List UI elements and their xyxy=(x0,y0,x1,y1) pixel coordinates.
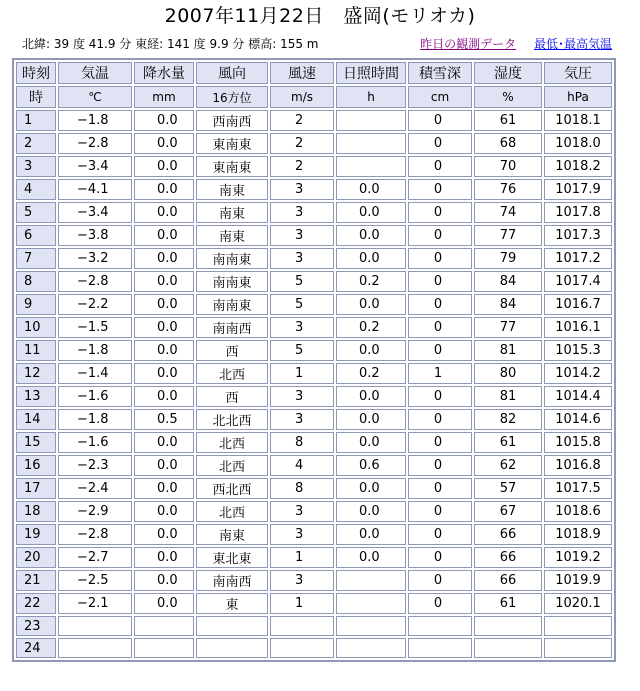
temperature-cell: −3.4 xyxy=(58,202,132,223)
sunshine-duration-cell: 0.0 xyxy=(336,248,406,269)
observation-rows xyxy=(16,110,612,658)
wind-speed-cell: 2 xyxy=(270,156,334,177)
humidity-cell: 77 xyxy=(474,317,542,338)
temperature-cell: −1.8 xyxy=(58,409,132,430)
pressure-cell: 1018.2 xyxy=(544,156,612,177)
snow-depth-cell: 0 xyxy=(408,524,472,545)
precipitation-cell: 0.0 xyxy=(134,248,194,269)
temperature-cell: −1.8 xyxy=(58,110,132,131)
wind-speed-cell: 4 xyxy=(270,455,334,476)
snow-depth-cell: 1 xyxy=(408,363,472,384)
column-header: 風速 xyxy=(270,62,334,84)
pressure-cell: 1018.1 xyxy=(544,110,612,131)
table-row xyxy=(16,570,612,591)
sunshine-duration-cell: 0.0 xyxy=(336,179,406,200)
column-header: 日照時間 xyxy=(336,62,406,84)
temperature-cell: −3.2 xyxy=(58,248,132,269)
sunshine-duration-cell xyxy=(336,133,406,154)
wind-speed-cell: 1 xyxy=(270,593,334,614)
table-row xyxy=(16,294,612,315)
temperature-cell: −3.4 xyxy=(58,156,132,177)
hour-cell: 10 xyxy=(16,317,56,338)
wind-speed-cell: 2 xyxy=(270,110,334,131)
wind-direction-cell: 北西 xyxy=(196,455,268,476)
precipitation-cell: 0.0 xyxy=(134,524,194,545)
temperature-cell: −1.5 xyxy=(58,317,132,338)
wind-direction-cell: 東南東 xyxy=(196,156,268,177)
humidity-cell: 61 xyxy=(474,110,542,131)
pressure-cell: 1014.2 xyxy=(544,363,612,384)
temperature-cell: −4.1 xyxy=(58,179,132,200)
hourly-observation-table xyxy=(12,58,616,662)
precipitation-cell: 0.0 xyxy=(134,133,194,154)
hour-cell: 9 xyxy=(16,294,56,315)
table-row xyxy=(16,432,612,453)
table-row xyxy=(16,317,612,338)
wind-speed-cell xyxy=(270,638,334,658)
humidity-cell: 77 xyxy=(474,225,542,246)
humidity-cell: 81 xyxy=(474,340,542,361)
humidity-cell: 84 xyxy=(474,271,542,292)
temperature-cell: −2.4 xyxy=(58,478,132,499)
column-unit: ℃ xyxy=(58,86,132,108)
min-max-temperature-link[interactable]: 最低･最高気温 xyxy=(533,37,612,51)
hour-cell: 11 xyxy=(16,340,56,361)
table-row xyxy=(16,179,612,200)
temperature-cell: −2.8 xyxy=(58,524,132,545)
column-header: 降水量 xyxy=(134,62,194,84)
humidity-cell: 61 xyxy=(474,593,542,614)
precipitation-cell: 0.0 xyxy=(134,386,194,407)
previous-day-data-link[interactable]: 昨日の観測データ xyxy=(420,37,517,51)
wind-speed-cell: 5 xyxy=(270,271,334,292)
column-unit: m/s xyxy=(270,86,334,108)
table-row xyxy=(16,478,612,499)
sunshine-duration-cell: 0.0 xyxy=(336,409,406,430)
table-row xyxy=(16,409,612,430)
table-row xyxy=(16,340,612,361)
hour-cell: 19 xyxy=(16,524,56,545)
column-header: 積雪深 xyxy=(408,62,472,84)
wind-speed-cell: 3 xyxy=(270,501,334,522)
precipitation-cell: 0.0 xyxy=(134,501,194,522)
hour-cell: 16 xyxy=(16,455,56,476)
wind-direction-cell: 南東 xyxy=(196,225,268,246)
humidity-cell xyxy=(474,638,542,658)
pressure-cell: 1016.7 xyxy=(544,294,612,315)
pressure-cell: 1015.8 xyxy=(544,432,612,453)
hour-cell: 21 xyxy=(16,570,56,591)
wind-direction-cell: 東南東 xyxy=(196,133,268,154)
wind-speed-cell: 3 xyxy=(270,248,334,269)
temperature-cell: −2.8 xyxy=(58,133,132,154)
humidity-cell: 70 xyxy=(474,156,542,177)
sunshine-duration-cell: 0.0 xyxy=(336,432,406,453)
precipitation-cell xyxy=(134,638,194,658)
pressure-cell: 1016.1 xyxy=(544,317,612,338)
temperature-cell: −2.2 xyxy=(58,294,132,315)
hour-cell: 20 xyxy=(16,547,56,568)
sunshine-duration-cell xyxy=(336,156,406,177)
temperature-cell: −1.6 xyxy=(58,432,132,453)
temperature-cell xyxy=(58,616,132,636)
wind-speed-cell: 3 xyxy=(270,524,334,545)
wind-speed-cell: 2 xyxy=(270,133,334,154)
wind-direction-cell: 東 xyxy=(196,593,268,614)
humidity-cell: 79 xyxy=(474,248,542,269)
hour-cell: 6 xyxy=(16,225,56,246)
temperature-cell: −1.8 xyxy=(58,340,132,361)
wind-speed-cell: 3 xyxy=(270,225,334,246)
sunshine-duration-cell: 0.0 xyxy=(336,386,406,407)
sunshine-duration-cell: 0.0 xyxy=(336,340,406,361)
wind-direction-cell: 北西 xyxy=(196,501,268,522)
snow-depth-cell xyxy=(408,616,472,636)
header-unit-row xyxy=(16,86,612,108)
snow-depth-cell: 0 xyxy=(408,179,472,200)
table-row xyxy=(16,616,612,636)
hour-cell: 17 xyxy=(16,478,56,499)
sunshine-duration-cell xyxy=(336,638,406,658)
wind-direction-cell: 南南西 xyxy=(196,570,268,591)
hour-cell: 23 xyxy=(16,616,56,636)
precipitation-cell: 0.0 xyxy=(134,110,194,131)
temperature-cell: −2.1 xyxy=(58,593,132,614)
humidity-cell: 68 xyxy=(474,133,542,154)
temperature-cell: −2.3 xyxy=(58,455,132,476)
hour-cell: 2 xyxy=(16,133,56,154)
temperature-cell: −2.9 xyxy=(58,501,132,522)
pressure-cell: 1020.1 xyxy=(544,593,612,614)
sunshine-duration-cell: 0.0 xyxy=(336,294,406,315)
pressure-cell: 1018.9 xyxy=(544,524,612,545)
station-location-info: 北緯: 39 度 41.9 分 東経: 141 度 9.9 分 標高: 155 m xyxy=(22,37,319,51)
table-row xyxy=(16,501,612,522)
snow-depth-cell: 0 xyxy=(408,593,472,614)
pressure-cell: 1017.5 xyxy=(544,478,612,499)
precipitation-cell: 0.0 xyxy=(134,317,194,338)
precipitation-cell: 0.0 xyxy=(134,294,194,315)
precipitation-cell: 0.0 xyxy=(134,547,194,568)
snow-depth-cell: 0 xyxy=(408,225,472,246)
snow-depth-cell: 0 xyxy=(408,248,472,269)
table-row xyxy=(16,638,612,658)
hour-cell: 14 xyxy=(16,409,56,430)
sunshine-duration-cell: 0.0 xyxy=(336,478,406,499)
snow-depth-cell: 0 xyxy=(408,547,472,568)
wind-direction-cell: 西北西 xyxy=(196,478,268,499)
snow-depth-cell: 0 xyxy=(408,501,472,522)
humidity-cell: 76 xyxy=(474,179,542,200)
humidity-cell: 61 xyxy=(474,432,542,453)
snow-depth-cell: 0 xyxy=(408,570,472,591)
column-header: 湿度 xyxy=(474,62,542,84)
precipitation-cell: 0.0 xyxy=(134,432,194,453)
wind-direction-cell xyxy=(196,616,268,636)
pressure-cell: 1014.4 xyxy=(544,386,612,407)
table-row xyxy=(16,225,612,246)
snow-depth-cell: 0 xyxy=(408,110,472,131)
precipitation-cell: 0.0 xyxy=(134,156,194,177)
precipitation-cell: 0.0 xyxy=(134,179,194,200)
pressure-cell xyxy=(544,638,612,658)
pressure-cell: 1015.3 xyxy=(544,340,612,361)
wind-speed-cell: 3 xyxy=(270,202,334,223)
wind-speed-cell: 5 xyxy=(270,294,334,315)
sunshine-duration-cell xyxy=(336,593,406,614)
wind-direction-cell: 南東 xyxy=(196,524,268,545)
wind-direction-cell: 南東 xyxy=(196,179,268,200)
snow-depth-cell: 0 xyxy=(408,409,472,430)
temperature-cell xyxy=(58,638,132,658)
hour-cell: 12 xyxy=(16,363,56,384)
wind-direction-cell: 北西 xyxy=(196,363,268,384)
precipitation-cell: 0.0 xyxy=(134,271,194,292)
wind-direction-cell: 西南西 xyxy=(196,110,268,131)
snow-depth-cell: 0 xyxy=(408,432,472,453)
page-title: 2007年11月22日 盛岡(モリオカ) xyxy=(164,5,476,27)
snow-depth-cell: 0 xyxy=(408,156,472,177)
snow-depth-cell xyxy=(408,638,472,658)
snow-depth-cell: 0 xyxy=(408,317,472,338)
pressure-cell: 1017.8 xyxy=(544,202,612,223)
hour-cell: 5 xyxy=(16,202,56,223)
wind-direction-cell: 南南西 xyxy=(196,317,268,338)
temperature-cell: −1.6 xyxy=(58,386,132,407)
humidity-cell: 57 xyxy=(474,478,542,499)
pressure-cell: 1014.6 xyxy=(544,409,612,430)
temperature-cell: −2.5 xyxy=(58,570,132,591)
wind-speed-cell: 3 xyxy=(270,317,334,338)
hour-cell: 4 xyxy=(16,179,56,200)
sunshine-duration-cell: 0.2 xyxy=(336,271,406,292)
column-unit: % xyxy=(474,86,542,108)
column-unit: 時 xyxy=(16,86,56,108)
precipitation-cell: 0.0 xyxy=(134,363,194,384)
table-row xyxy=(16,547,612,568)
wind-speed-cell: 5 xyxy=(270,340,334,361)
wind-speed-cell: 1 xyxy=(270,363,334,384)
pressure-cell: 1018.0 xyxy=(544,133,612,154)
humidity-cell: 67 xyxy=(474,501,542,522)
hour-cell: 22 xyxy=(16,593,56,614)
sunshine-duration-cell: 0.6 xyxy=(336,455,406,476)
snow-depth-cell: 0 xyxy=(408,133,472,154)
sunshine-duration-cell: 0.2 xyxy=(336,363,406,384)
sunshine-duration-cell: 0.2 xyxy=(336,317,406,338)
pressure-cell: 1017.2 xyxy=(544,248,612,269)
wind-speed-cell: 3 xyxy=(270,570,334,591)
table-row xyxy=(16,133,612,154)
sunshine-duration-cell xyxy=(336,570,406,591)
column-header: 気温 xyxy=(58,62,132,84)
table-row xyxy=(16,363,612,384)
wind-speed-cell: 3 xyxy=(270,386,334,407)
column-unit: 16方位 xyxy=(196,86,268,108)
wind-direction-cell xyxy=(196,638,268,658)
wind-speed-cell: 3 xyxy=(270,179,334,200)
snow-depth-cell: 0 xyxy=(408,340,472,361)
hour-cell: 24 xyxy=(16,638,56,658)
wind-direction-cell: 南南東 xyxy=(196,294,268,315)
hour-cell: 3 xyxy=(16,156,56,177)
pressure-cell: 1017.3 xyxy=(544,225,612,246)
pressure-cell: 1017.9 xyxy=(544,179,612,200)
table-row xyxy=(16,110,612,131)
humidity-cell: 82 xyxy=(474,409,542,430)
column-unit: h xyxy=(336,86,406,108)
hour-cell: 7 xyxy=(16,248,56,269)
precipitation-cell: 0.5 xyxy=(134,409,194,430)
sunshine-duration-cell xyxy=(336,110,406,131)
precipitation-cell: 0.0 xyxy=(134,593,194,614)
column-header: 時刻 xyxy=(16,62,56,84)
table-row xyxy=(16,248,612,269)
wind-speed-cell: 3 xyxy=(270,409,334,430)
sunshine-duration-cell: 0.0 xyxy=(336,547,406,568)
pressure-cell xyxy=(544,616,612,636)
precipitation-cell: 0.0 xyxy=(134,225,194,246)
precipitation-cell: 0.0 xyxy=(134,455,194,476)
humidity-cell: 84 xyxy=(474,294,542,315)
precipitation-cell xyxy=(134,616,194,636)
pressure-cell: 1019.2 xyxy=(544,547,612,568)
pressure-cell: 1018.6 xyxy=(544,501,612,522)
hour-cell: 13 xyxy=(16,386,56,407)
hour-cell: 1 xyxy=(16,110,56,131)
table-row xyxy=(16,455,612,476)
precipitation-cell: 0.0 xyxy=(134,340,194,361)
snow-depth-cell: 0 xyxy=(408,202,472,223)
table-row xyxy=(16,593,612,614)
humidity-cell: 66 xyxy=(474,524,542,545)
precipitation-cell: 0.0 xyxy=(134,202,194,223)
table-row xyxy=(16,524,612,545)
hour-cell: 8 xyxy=(16,271,56,292)
wind-speed-cell xyxy=(270,616,334,636)
snow-depth-cell: 0 xyxy=(408,478,472,499)
wind-direction-cell: 北西 xyxy=(196,432,268,453)
column-header: 気圧 xyxy=(544,62,612,84)
wind-speed-cell: 1 xyxy=(270,547,334,568)
header-label-row xyxy=(16,62,612,84)
wind-direction-cell: 南東 xyxy=(196,202,268,223)
sunshine-duration-cell: 0.0 xyxy=(336,524,406,545)
wind-speed-cell: 8 xyxy=(270,432,334,453)
humidity-cell: 66 xyxy=(474,547,542,568)
table-row xyxy=(16,271,612,292)
table-row xyxy=(16,156,612,177)
humidity-cell: 66 xyxy=(474,570,542,591)
snow-depth-cell: 0 xyxy=(408,386,472,407)
sunshine-duration-cell: 0.0 xyxy=(336,202,406,223)
table-row xyxy=(16,202,612,223)
column-unit: hPa xyxy=(544,86,612,108)
hour-cell: 18 xyxy=(16,501,56,522)
wind-direction-cell: 南南東 xyxy=(196,248,268,269)
wind-direction-cell: 西 xyxy=(196,340,268,361)
column-unit: cm xyxy=(408,86,472,108)
snow-depth-cell: 0 xyxy=(408,271,472,292)
temperature-cell: −2.7 xyxy=(58,547,132,568)
temperature-cell: −3.8 xyxy=(58,225,132,246)
precipitation-cell: 0.0 xyxy=(134,570,194,591)
precipitation-cell: 0.0 xyxy=(134,478,194,499)
hour-cell: 15 xyxy=(16,432,56,453)
temperature-cell: −2.8 xyxy=(58,271,132,292)
temperature-cell: −1.4 xyxy=(58,363,132,384)
wind-direction-cell: 西 xyxy=(196,386,268,407)
humidity-cell: 62 xyxy=(474,455,542,476)
wind-speed-cell: 8 xyxy=(270,478,334,499)
sunshine-duration-cell: 0.0 xyxy=(336,501,406,522)
header-links xyxy=(406,35,612,53)
column-unit: mm xyxy=(134,86,194,108)
humidity-cell: 80 xyxy=(474,363,542,384)
wind-direction-cell: 東北東 xyxy=(196,547,268,568)
column-header: 風向 xyxy=(196,62,268,84)
snow-depth-cell: 0 xyxy=(408,455,472,476)
sunshine-duration-cell xyxy=(336,616,406,636)
pressure-cell: 1019.9 xyxy=(544,570,612,591)
pressure-cell: 1016.8 xyxy=(544,455,612,476)
wind-direction-cell: 北北西 xyxy=(196,409,268,430)
humidity-cell: 74 xyxy=(474,202,542,223)
humidity-cell xyxy=(474,616,542,636)
pressure-cell: 1017.4 xyxy=(544,271,612,292)
wind-direction-cell: 南南東 xyxy=(196,271,268,292)
table-row xyxy=(16,386,612,407)
sunshine-duration-cell: 0.0 xyxy=(336,225,406,246)
snow-depth-cell: 0 xyxy=(408,294,472,315)
humidity-cell: 81 xyxy=(474,386,542,407)
